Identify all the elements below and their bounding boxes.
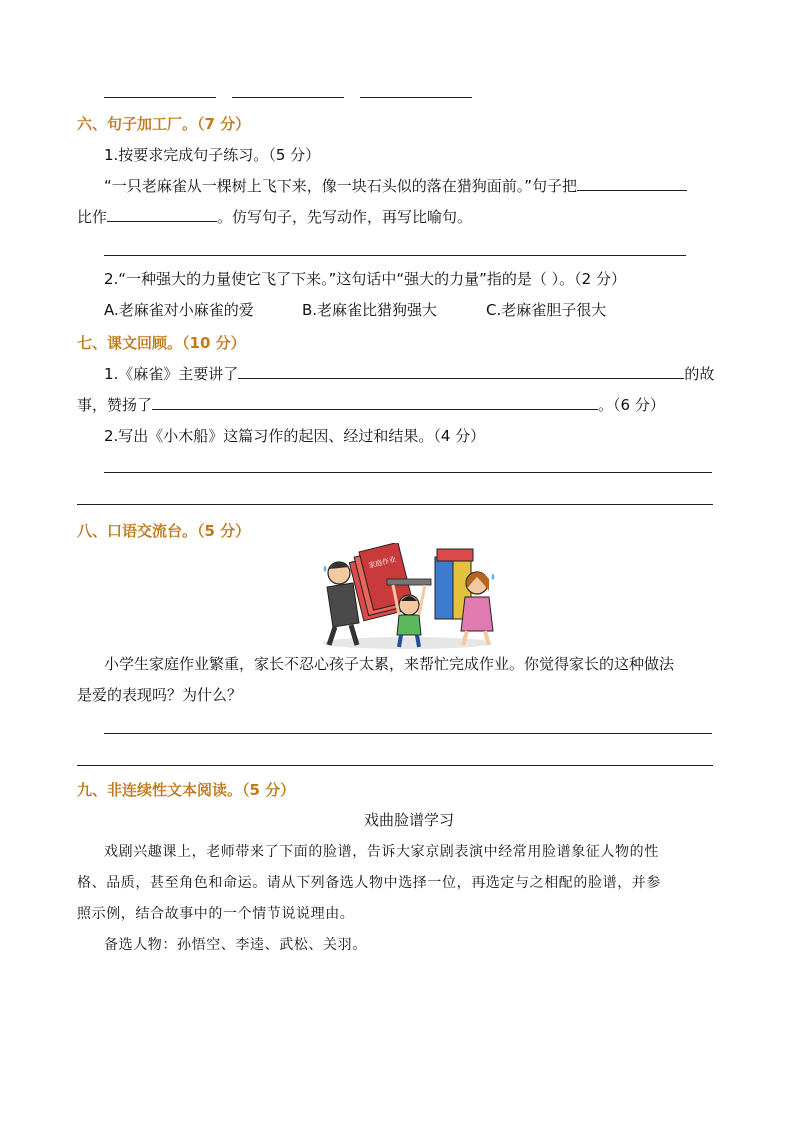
section7-q1-line2 (77, 395, 665, 415)
homework-illustration (317, 543, 497, 649)
section7-q1-blank-2[interactable] (152, 395, 598, 410)
section7-q1-line2-end: 。（6 分） (598, 396, 665, 414)
section7-q2-answer-line-2[interactable] (77, 504, 713, 505)
section6-q1-blank-1[interactable] (577, 176, 687, 191)
section7-q2-text: 2.写出《小木船》这篇习作的起因、经过和结果。（4 分） (104, 427, 486, 445)
section6-q1-title: 1.按要求完成句子练习。（5 分） (104, 146, 321, 164)
answer-line-top-1[interactable] (104, 97, 216, 98)
section8-paragraph-line1: 小学生家庭作业繁重，家长不忍心孩子太累，来帮忙完成作业。你觉得家长的这种做法 (104, 655, 675, 673)
section7-heading: 七、课文回顾。（10 分） (77, 334, 246, 352)
section7-q1 (104, 364, 714, 384)
section9-heading: 九、非连续性文本阅读。（5 分） (77, 781, 296, 799)
section8-heading: 八、口语交流台。（5 分） (77, 522, 251, 540)
section6-q1-line2-end: 。仿写句子，先写动作，再写比喻句。 (217, 208, 473, 226)
section9-paragraph-line1: 戏剧兴趣课上，老师带来了下面的脸谱，告诉大家京剧表演中经常用脸谱象征人物的性 (104, 844, 659, 860)
section6-q1-line2-start: 比作 (77, 208, 108, 226)
section6-q2-option-b: B.老麻雀比猎狗强大 (302, 301, 438, 319)
section6-q2-text: 2.“一种强大的力量使它飞了下来。”这句话中“强大的力量”指的是（ ）。（2 分） (104, 270, 626, 288)
section6-q1-answer-line[interactable] (104, 255, 686, 256)
section9-candidates: 备选人物：孙悟空、李逵、武松、关羽。 (104, 937, 367, 953)
parents-carrying-books-icon (317, 543, 497, 649)
book-label: 家庭作业 (367, 555, 397, 570)
section7-q1-line2-start: 事，赞扬了 (77, 396, 153, 414)
section9-paragraph-line3: 照示例，结合故事中的一个情节说说理由。 (77, 906, 355, 922)
section7-q1-end: 的故 (684, 365, 715, 383)
section7-q2-answer-line-1[interactable] (104, 472, 712, 473)
section7-q1-blank-1[interactable] (238, 364, 684, 379)
section9-paragraph-line2: 格、品质，甚至角色和命运。请从下列备选人物中选择一位，再选定与之相配的脸谱，并参 (77, 875, 661, 891)
section9-title: 戏曲脸谱学习 (364, 811, 455, 829)
section6-heading: 六、句子加工厂。（7 分） (77, 115, 251, 133)
section6-q2-option-c: C.老麻雀胆子很大 (486, 301, 607, 319)
section6-q1-blank-2[interactable] (107, 207, 217, 222)
section8-paragraph-line2: 是爱的表现吗？为什么？ (77, 686, 243, 704)
answer-line-top-3[interactable] (360, 97, 472, 98)
answer-line-top-2[interactable] (232, 97, 344, 98)
section7-q1-start: 1.《麻雀》主要讲了 (104, 365, 239, 383)
section6-q1-sentence-text: “一只老麻雀从一棵树上飞下来，像一块石头似的落在猎狗面前。”句子把 (104, 177, 578, 195)
section6-q1-sentence (104, 176, 687, 196)
section8-answer-line-2[interactable] (77, 765, 713, 766)
section6-q2-option-a: A.老麻雀对小麻雀的爱 (104, 301, 254, 319)
section6-q1-line2 (77, 207, 472, 227)
section8-answer-line-1[interactable] (104, 733, 712, 734)
